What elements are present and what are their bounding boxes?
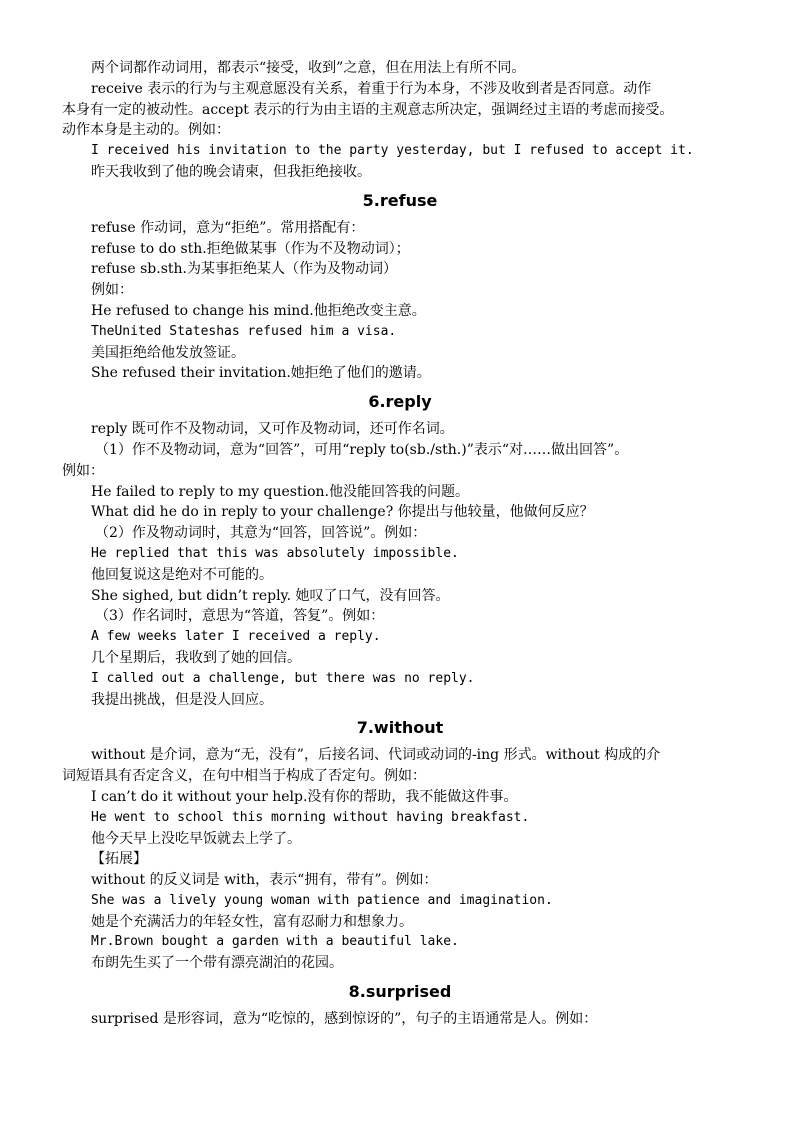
paragraph: （3）作名词时，意思为“答道，答复”。例如： [95,608,385,625]
example-chinese: 我提出挑战，但是没人回应。 [91,691,273,708]
section-heading-without: 7.without [356,718,444,738]
example-english: I received his invitation to the party yesterday, but I refused to accept it. [91,143,694,159]
paragraph: 动作本身是主动的。例如： [62,122,230,139]
paragraph: receive 表示的行为与主观意愿没有关系，着重于行为本身，不涉及收到者是否同意。动作 [91,80,652,97]
collocation: refuse sb.sth.为某事拒绝某人（作为及物动词） [91,261,397,278]
example-chinese: 他今天早上没吃早饭就去上学了。 [91,830,301,847]
paragraph: refuse 作动词，意为“拒绝”。常用搭配有： [91,219,365,236]
example: He refused to change his mind.他拒绝改变主意。 [91,302,426,319]
paragraph: （1）作不及物动词，意为“回答”，可用“reply to(sb./sth.)”表示“对……做出回答”。 [95,441,629,458]
example-chinese: 昨天我收到了他的晚会请柬，但我拒绝接收。 [91,163,371,180]
paragraph: 两个词都作动词用，都表示“接受，收到”之意，但在用法上有所不同。 [91,60,526,76]
example-english: A few weeks later I received a reply. [91,629,381,645]
example-english: He replied that this was absolutely impossible. [91,545,459,561]
example: She sighed, but didn’t reply. 她叹了口气，没有回答。 [91,587,450,604]
paragraph: （2）作及物动词时，其意为“回答，回答说”。例如： [95,525,427,542]
section-heading-refuse: 5.refuse [362,190,438,210]
section-heading-surprised: 8.surprised [348,982,452,1002]
example-chinese: 美国拒绝给他发放签证。 [91,344,245,361]
paragraph: surprised 是形容词，意为“吃惊的，感到惊讶的”，句子的主语通常是人。例如： [91,1011,598,1028]
example: I can’t do it without your help.没有你的帮助，我不能做这件事。 [91,788,518,805]
example-chinese: 几个星期后，我收到了她的回信。 [91,649,301,666]
example: She refused their invitation.她拒绝了他们的邀请。 [91,365,431,382]
example-chinese: 布朗先生买了一个带有漂亮湖泊的花园。 [91,955,343,972]
example-chinese: 他回复说这是绝对不可能的。 [91,566,273,583]
example: What did he do in reply to your challenge? 你提出与他较量，他做何反应？ [91,504,594,521]
section-heading-reply: 6.reply [368,392,432,412]
example-chinese: 她是个充满活力的年轻女性，富有忍耐力和想象力。 [91,913,413,930]
paragraph: reply 既可作不及物动词，又可作及物动词，还可作名词。 [91,421,454,438]
example-english: He went to school this morning without having breakfast. [91,809,530,825]
extension-label: 【拓展】 [91,851,147,868]
paragraph: 例如： [62,462,104,479]
paragraph: 例如： [91,282,133,299]
paragraph: 本身有一定的被动性。accept 表示的行为由主语的主观意志所决定，强调经过主语的考虑而接受。 [62,101,674,118]
example-english: TheUnited Stateshas refused him a visa. [91,323,397,339]
example-english: I called out a challenge, but there was no reply. [91,670,475,686]
collocation: refuse to do sth.拒绝做某事（作为不及物动词）； [91,240,410,257]
example: He failed to reply to my question.他没能回答我的问题。 [91,483,469,500]
paragraph: 词短语具有否定含义，在句中相当于构成了否定句。例如： [62,768,426,785]
document-page [62,58,738,1030]
paragraph: without 是介词，意为“无，没有”，后接名词、代词或动词的-ing 形式。without 构成的介 [91,747,661,764]
paragraph: without 的反义词是 with，表示“拥有，带有”。例如： [91,872,438,889]
example-english: She was a lively young woman with patience and imagination. [91,892,553,908]
example-english: Mr.Brown bought a garden with a beautiful lake. [91,934,459,950]
